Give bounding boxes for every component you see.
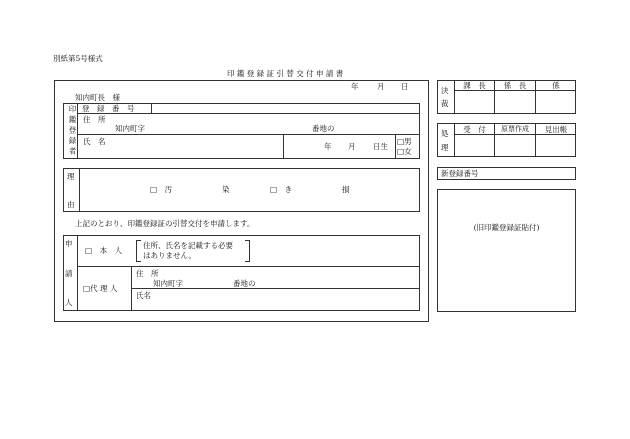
applicant-label-2: 請 [65,269,73,278]
applicant-label-3: 人 [65,298,73,307]
registrant-town: 知内町字 [115,124,145,133]
reason-stain-checkbox[interactable]: □ 汚 [150,185,173,194]
registrant-name-field[interactable] [78,135,282,158]
approval-col-sub-chief: 係 長 [503,81,527,90]
agent-name-field[interactable] [132,289,419,310]
reason-label-1: 理 [67,172,75,181]
date-year: 年 [351,82,359,91]
new-number-label: 新登録番号 [441,169,479,178]
male-checkbox[interactable]: □男 [397,137,412,146]
registrant-name-label: 氏 名 [83,137,106,146]
registrant-banchi: 番地の [312,124,335,133]
approval-label-2: 裁 [441,99,449,108]
form-number: 別紙第5号様式 [53,54,103,63]
reason-damage-text: 損 [342,185,350,194]
registrant-address-field[interactable] [78,114,419,133]
statement: 上記のとおり、印鑑登録証の引替交付を申請します。 [75,219,255,228]
female-checkbox[interactable]: □女 [397,147,412,156]
reg-number-label: 登 録 番 号 [82,104,135,113]
processing-col-original: 原票作成 [501,125,529,133]
old-card-paste-area [437,189,576,312]
agent-name-label: 氏名 [136,291,151,300]
note-line-2: はありません。 [143,251,196,260]
agent-address-field[interactable] [132,267,419,287]
agent-address-label: 住 所 [136,269,159,278]
approval-label-1: 決 [441,86,449,95]
form-title: 印 鑑 登 録 証 引 替 交 付 申 請 書 [227,69,344,78]
processing-col-index: 見出帳 [544,125,568,134]
registrant-label: 印鑑登録者 [68,105,77,158]
reason-label-2: 由 [67,200,75,209]
note-line-1: 住所、氏名を記載する必要 [143,241,233,250]
registrant-address-label: 住 所 [83,115,106,124]
paste-label: (旧印鑑登録証貼付) [473,223,540,232]
birth-day: 日生 [373,142,388,151]
birth-month: 月 [348,142,356,151]
note-bracket-right [245,240,250,262]
processing-label-2: 理 [441,143,449,152]
birth-year: 年 [324,142,332,151]
self-checkbox[interactable]: □ 本 人 [85,246,123,255]
approval-col-staff: 係 [552,81,560,90]
approval-col-section-chief: 課 長 [463,81,486,90]
processing-col-receipt: 受 付 [463,125,486,134]
note-bracket-left [136,240,141,262]
reason-section [63,168,420,212]
reason-stain-text: 染 [222,185,230,194]
applicant-label-1: 申 [65,239,73,248]
reg-number-field[interactable] [152,104,419,112]
agent-checkbox[interactable]: □代 理 人 [83,284,118,293]
reason-damage-checkbox[interactable]: □ き [270,185,293,194]
agent-banchi: 番地の [233,279,256,288]
processing-label-1: 処 [441,129,449,138]
date-day: 日 [401,82,409,91]
addressee: 知内町長 様 [75,93,120,102]
date-month: 月 [377,82,385,91]
agent-town: 知内町字 [153,279,183,288]
